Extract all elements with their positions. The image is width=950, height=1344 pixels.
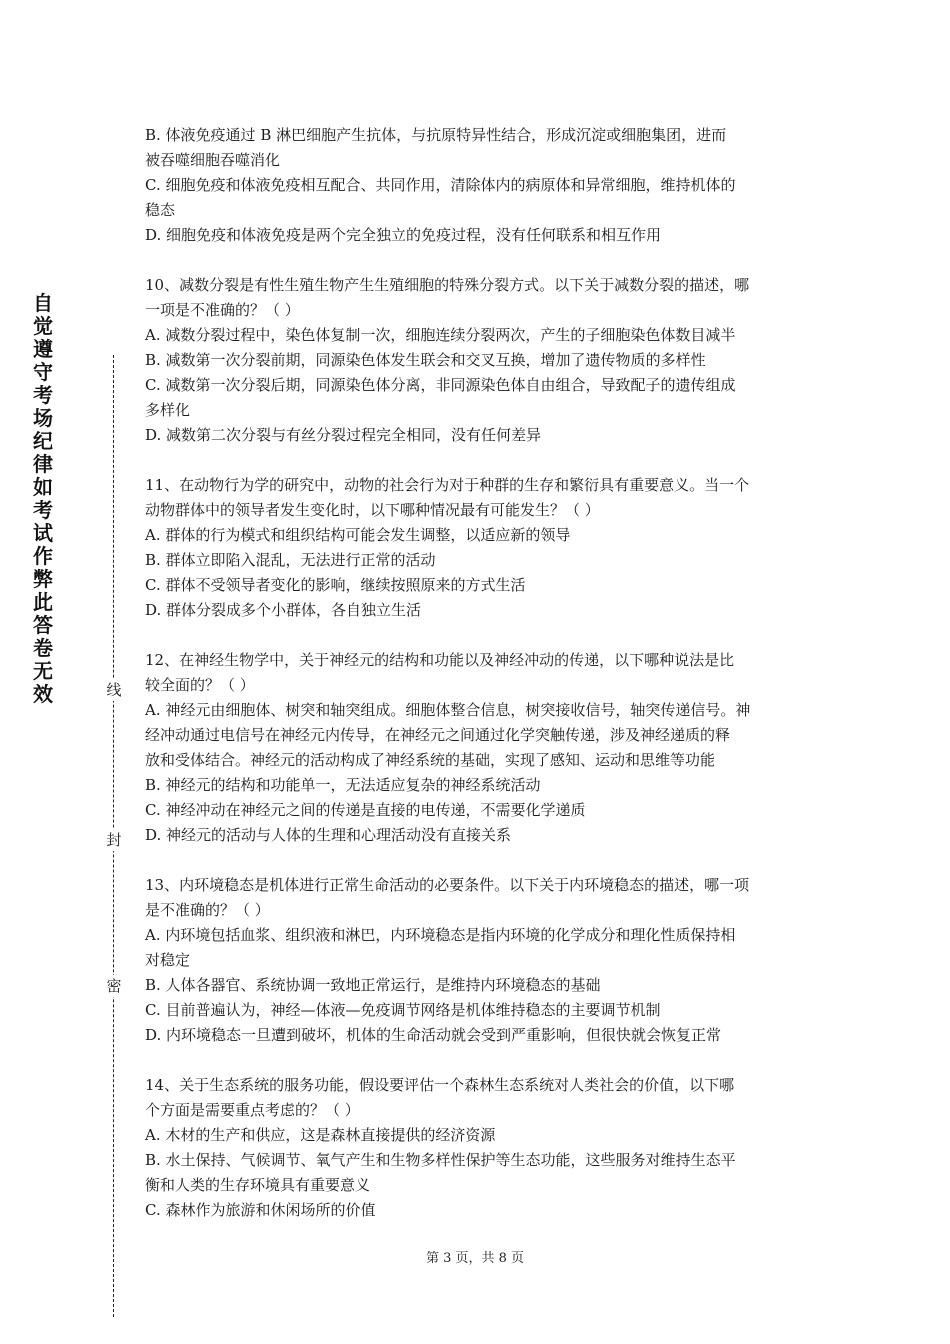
text-line: 对稳定	[145, 951, 191, 969]
text-line: D. 神经元的活动与人体的生理和心理活动没有直接关系	[145, 826, 512, 844]
text-line: B. 水土保持、气候调节、氧气产生和生物多样性保护等生态功能，这些服务对维持生态平	[145, 1151, 736, 1169]
text-line: 衡和人类的生存环境具有重要意义	[145, 1176, 371, 1194]
text-line: A. 神经元由细胞体、树突和轴突组成。细胞体整合信息，树突接收信号，轴突传递信号。神	[145, 701, 751, 719]
text-line: D. 细胞免疫和体液免疫是两个完全独立的免疫过程，没有任何联系和相互作用	[145, 226, 662, 244]
text-line: 13、内环境稳态是机体进行正常生命活动的必要条件。以下关于内环境稳态的描述，哪一项	[145, 876, 750, 894]
text-line: D. 群体分裂成多个小群体，各自独立生活	[145, 601, 422, 619]
text-line: B. 减数第一次分裂前期，同源染色体发生联会和交叉互换，增加了遗传物质的多样性	[145, 351, 706, 369]
text-line: 经冲动通过电信号在神经元内传导，在神经元之间通过化学突触传递，涉及神经递质的释	[145, 726, 731, 744]
text-line: D. 内环境稳态一旦遭到破坏，机体的生命活动就会受到严重影响，但很快就会恢复正常	[145, 1026, 722, 1044]
spacer	[145, 623, 813, 648]
exam-content	[145, 123, 813, 1223]
text-line: 12、在神经生物学中，关于神经元的结构和功能以及神经冲动的传递，以下哪种说法是比	[145, 651, 735, 669]
text-line: 放和受体结合。神经元的活动构成了神经系统的基础，实现了感知、运动和思维等功能	[145, 751, 716, 769]
text-line: 被吞噬细胞吞噬消化	[145, 151, 281, 169]
spacer	[145, 1048, 813, 1073]
text-line: B. 体液免疫通过 B 淋巴细胞产生抗体，与抗原特异性结合，形成沉淀或细胞集团，进而	[145, 126, 727, 144]
text-line: C. 神经冲动在神经元之间的传递是直接的电传递，不需要化学递质	[145, 801, 586, 819]
text-line: C. 减数第一次分裂后期，同源染色体分离，非同源染色体自由组合，导致配子的遗传组成	[145, 376, 736, 394]
text-line: 多样化	[145, 401, 191, 419]
spacer	[145, 848, 813, 873]
text-line: A. 木材的生产和供应，这是森林直接提供的经济资源	[145, 1126, 496, 1144]
text-line: 14、关于生态系统的服务功能，假设要评估一个森林生态系统对人类社会的价值，以下哪	[145, 1076, 735, 1094]
spacer	[145, 448, 813, 473]
text-line: A. 减数分裂过程中，染色体复制一次，细胞连续分裂两次，产生的子细胞染色体数目减半	[145, 326, 736, 344]
page-number: 第 3 页，共 8 页	[425, 1251, 525, 1266]
text-line: 一项是不准确的？（ ）	[145, 301, 300, 319]
text-line: C. 森林作为旅游和休闲场所的价值	[145, 1201, 376, 1219]
text-line: B. 人体各器官、系统协调一致地正常运行，是维持内环境稳态的基础	[145, 976, 601, 994]
text-line: 稳态	[145, 201, 176, 219]
text-line: A. 群体的行为模式和组织结构可能会发生调整，以适应新的领导	[145, 526, 571, 544]
text-line: 10、减数分裂是有性生殖生物产生生殖细胞的特殊分裂方式。以下关于减数分裂的描述，哪	[145, 276, 750, 294]
text-line: C. 群体不受领导者变化的影响，继续按照原来的方式生活	[145, 576, 526, 594]
text-line: B. 神经元的结构和功能单一，无法适应复杂的神经系统活动	[145, 776, 541, 794]
text-line: 动物群体中的领导者发生变化时，以下哪种情况最有可能发生？（ ）	[145, 501, 600, 519]
text-line: 较全面的？（ ）	[145, 676, 255, 694]
seal-label-mi: 密	[104, 975, 124, 997]
text-line: 是不准确的？（ ）	[145, 901, 270, 919]
seal-label-feng: 封	[104, 829, 124, 851]
text-line: B. 群体立即陷入混乱，无法进行正常的活动	[145, 551, 436, 569]
text-line: D. 减数第二次分裂与有丝分裂过程完全相同，没有任何差异	[145, 426, 542, 444]
text-line: C. 细胞免疫和体液免疫相互配合、共同作用，清除体内的病原体和异常细胞，维持机体的	[145, 176, 736, 194]
seal-label-xian: 线	[104, 679, 124, 701]
spacer	[145, 248, 813, 273]
text-line: 个方面是需要重点考虑的？（ ）	[145, 1101, 360, 1119]
side-notice: 自觉遵守考场纪律如考试作弊此答卷无效	[33, 291, 53, 706]
text-line: A. 内环境包括血浆、组织液和淋巴，内环境稳态是指内环境的化学成分和理化性质保持相	[145, 926, 736, 944]
text-line: C. 目前普遍认为，神经—体液—免疫调节网络是机体维持稳态的主要调节机制	[145, 1001, 661, 1019]
text-line: 11、在动物行为学的研究中，动物的社会行为对于种群的生存和繁衍具有重要意义。当一个	[145, 476, 750, 494]
